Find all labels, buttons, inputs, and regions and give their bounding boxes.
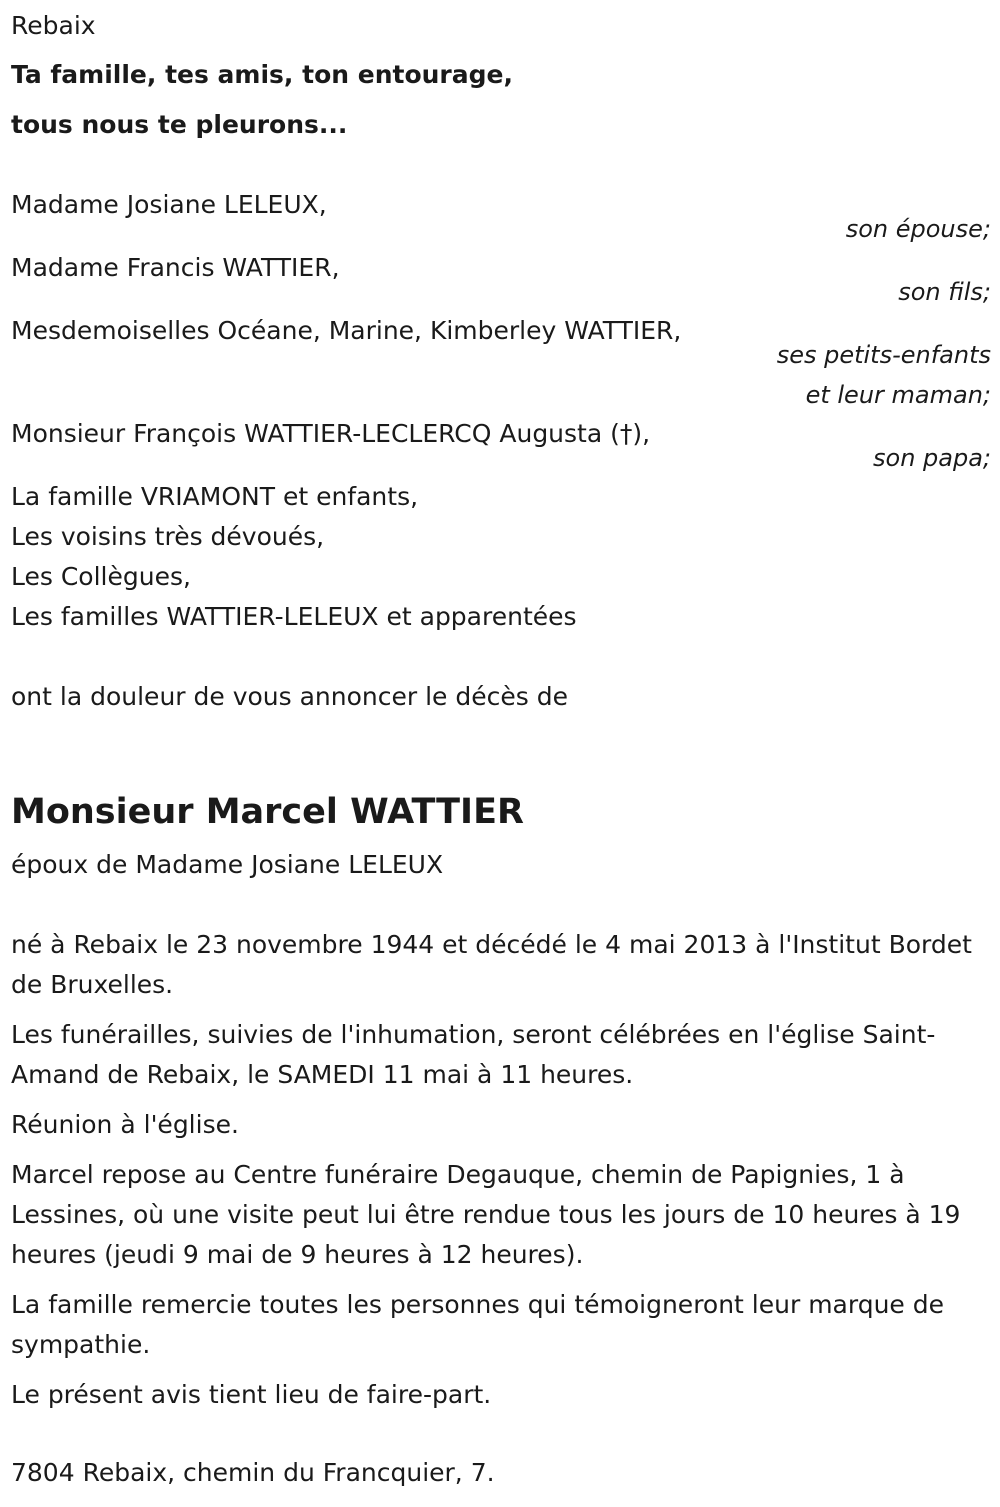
deceased-name: Monsieur Marcel WATTIER [11,792,524,832]
family-member-name: Mesdemoiselles Océane, Marine, Kimberley WATTIER, [11,316,682,345]
details-paragraph: né à Rebaix le 23 novembre 1944 et décédé le 4 mai 2013 à l'Institut Bordet de Bruxelles. [11,930,972,999]
family-member-name: Madame Francis WATTIER, [11,253,340,282]
family-member-relation: son épouse; [845,215,991,243]
details-paragraph: Les funérailles, suivies de l'inhumation, seront célébrées en l'église Saint-Amand de Rebaix, le SAMEDI 11 mai à 11 heures. [11,1020,936,1089]
details-paragraph: Le présent avis tient lieu de faire-part. [11,1380,492,1409]
details-paragraph: Réunion à l'église. [11,1110,239,1139]
family-member-relation: son fils; [898,278,991,306]
announcement-text: ont la douleur de vous annoncer le décès de [11,682,568,711]
details-section [11,925,991,1425]
family-member-relation: et leur maman; [805,381,991,409]
intro-line-1: Ta famille, tes amis, ton entourage, [11,60,513,89]
spouse-line: époux de Madame Josiane LELEUX [11,850,444,879]
mourner-line: Les familles WATTIER-LELEUX et apparentées [11,602,577,631]
mourner-line: Les Collègues, [11,562,191,591]
family-member-relation: son papa; [873,444,991,472]
intro-line-2: tous nous te pleurons... [11,110,348,139]
family-address: 7804 Rebaix, chemin du Francquier, 7. [11,1458,495,1487]
mourner-line: La famille VRIAMONT et enfants, [11,482,419,511]
family-member-relation: ses petits-enfants [776,341,991,369]
family-member-name: Madame Josiane LELEUX, [11,190,327,219]
place-heading: Rebaix [11,11,96,40]
mourner-line: Les voisins très dévoués, [11,522,325,551]
family-member-name: Monsieur François WATTIER-LECLERCQ Augusta (†), [11,419,651,448]
details-paragraph: La famille remercie toutes les personnes qui témoigneront leur marque de sympathie. [11,1290,945,1359]
details-paragraph: Marcel repose au Centre funéraire Degauque, chemin de Papignies, 1 à Lessines, où une visite peut lui être rendue tous les jours de 10 heures à 19 heures (jeudi 9 mai de 9 heures à 12 heures). [11,1160,961,1269]
other-mourners [11,477,577,637]
